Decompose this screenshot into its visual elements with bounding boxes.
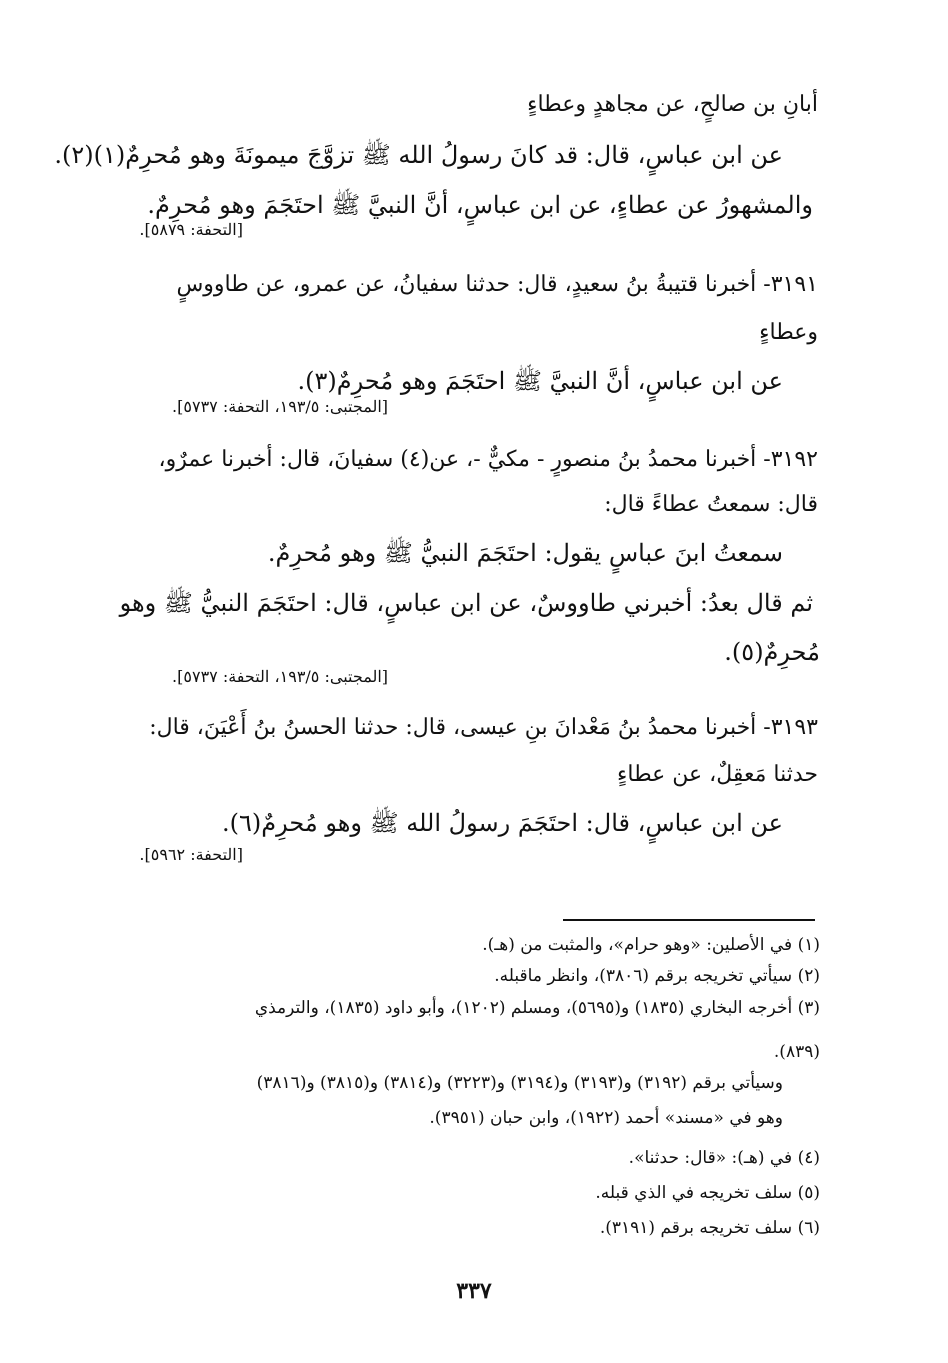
hadith-3193: ٣١٩٣- أخبرنا محمدُ بنُ مَعْدانَ بنِ عيسى، قال: حدثنا الحسنُ بنُ أَعْيَنَ، قال:	[149, 715, 818, 740]
text-line: والمشهورُ عن عطاءٍ، عن ابن عباسٍ، أنَّ النبيَّ ﷺ احتَجَمَ وهو مُحرِمٌ.	[147, 191, 813, 219]
text-line: حدثنا مَعقِلٌ، عن عطاءٍ	[617, 762, 818, 787]
text-line: عن ابن عباسٍ، قال: قد كانَ رسولُ الله ﷺ تزوَّجَ ميمونَةَ وهو مُحرِمٌ(١)(٢).	[54, 141, 783, 169]
hadith-3192: ٣١٩٢- أخبرنا محمدُ بنُ منصورٍ - مكيٌّ -، عن(٤) سفيانَ، قال: أخبرنا عمرٌو،	[158, 447, 818, 472]
text-line: قال: سمعتُ عطاءً قال:	[604, 492, 818, 517]
text-line: مُحرِمٌ(٥).	[724, 638, 820, 666]
text-line: عن ابن عباسٍ، أنَّ النبيَّ ﷺ احتَجَمَ وهو مُحرِمٌ(٣).	[297, 367, 783, 395]
footnote-item: (٣) أخرجه البخاري (١٨٣٥) و(٥٦٩٥)، ومسلم (١٢٠٢)، وأبو داود (١٨٣٥)، والترمذي	[254, 998, 820, 1018]
footnote-item: وهو في «مسند» أحمد (١٩٢٢)، وابن حبان (٣٩٥١).	[429, 1108, 783, 1128]
footnote-item: (١) في الأصلين: «وهو حرام»، والمثبت من (هـ).	[482, 935, 820, 955]
text-line: أبانِ بن صالحٍ، عن مجاهدٍ وعطاءٍ	[527, 92, 818, 117]
reference-note: [التحفة: ٥٨٧٩].	[139, 220, 243, 239]
footnote-item: (٨٣٩).	[773, 1042, 820, 1062]
text-line: عن ابن عباسٍ، قال: احتَجَمَ رسولُ الله ﷺ وهو مُحرِمٌ(٦).	[222, 809, 783, 837]
footnote-item: (٢) سيأتي تخريجه برقم (٣٨٠٦)، وانظر ماقبله.	[494, 966, 820, 986]
hadith-3191: ٣١٩١- أخبرنا قتيبةُ بنُ سعيدٍ، قال: حدثنا سفيانُ، عن عمرو، عن طاووسٍ	[176, 272, 818, 297]
footnote-item: (٥) سلف تخريجه في الذي قبله.	[595, 1183, 820, 1203]
text-line: وعطاءٍ	[759, 320, 818, 345]
text-line: ثم قال بعدُ: أخبرني طاووسٌ، عن ابن عباسٍ، قال: احتَجَمَ النبيُّ ﷺ وهو	[119, 589, 813, 617]
text-line: سمعتُ ابنَ عباسٍ يقول: احتَجَمَ النبيُّ ﷺ وهو مُحرِمٌ.	[267, 539, 783, 567]
reference-note: [المجتبى: ١٩٣/٥، التحفة: ٥٧٣٧].	[172, 397, 388, 416]
reference-note: [التحفة: ٥٩٦٢].	[139, 845, 243, 864]
page-number: ٣٣٧	[456, 1278, 492, 1304]
footnote-item: وسيأتي برقم (٣١٩٢) و(٣١٩٣) و(٣١٩٤) و(٣٢٢٣) و(٣٨١٤) و(٣٨١٥) و(٣٨١٦)	[256, 1073, 783, 1093]
footnote-item: (٤) في (هـ): «قال: حدثنا».	[628, 1148, 820, 1168]
footnote-item: (٦) سلف تخريجه برقم (٣١٩١).	[599, 1218, 820, 1238]
reference-note: [المجتبى: ١٩٣/٥، التحفة: ٥٧٣٧].	[172, 667, 388, 686]
footnote-separator	[563, 919, 815, 921]
